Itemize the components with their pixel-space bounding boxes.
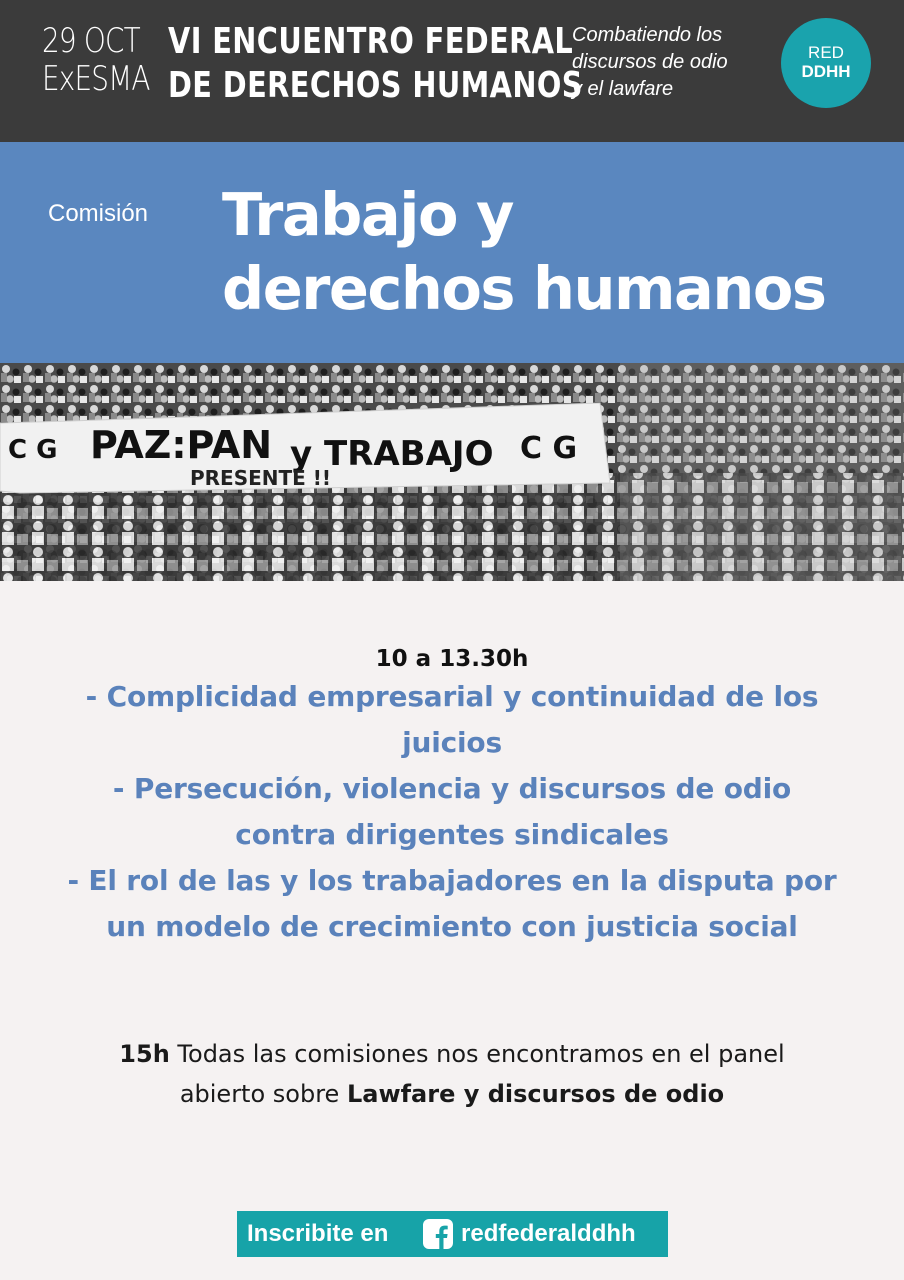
svg-text:y TRABAJO: y TRABAJO [290,434,494,474]
logo-line1: RED [808,43,844,62]
panel-info [0,1034,904,1114]
red-ddhh-logo [781,18,871,108]
logo-line2: DDHH [801,62,851,81]
facebook-icon [423,1219,453,1249]
event-tagline [572,22,728,103]
tagline-line2: discursos de odio [572,51,728,73]
signup-handle: redfederalddhh [461,1220,636,1247]
topic-line: juicios [402,726,502,759]
svg-text:PAZ:PAN: PAZ:PAN [90,423,273,467]
topic-line: - Persecución, violencia y discursos de odio [112,772,792,805]
signup-label: Inscribite en [247,1220,389,1247]
commission-title-line2: derechos humanos [222,254,826,323]
event-date [42,22,150,98]
topic-line: - El rol de las y los trabajadores en la disputa por [67,864,837,897]
event-title-line1: VI ENCUENTRO FEDERAL [168,21,574,62]
date-line: 29 OCT [42,21,140,61]
panel-text: Todas las comisiones nos encontramos en el panel [177,1040,785,1068]
event-title [168,20,583,108]
topic-line: un modelo de crecimiento con justicia social [106,910,798,943]
commission-title-line1: Trabajo y [222,180,513,249]
protest-photo-image [0,363,904,581]
tagline-line3: y el lawfare [572,78,674,100]
signup-link[interactable] [237,1211,668,1257]
event-title-line2: DE DERECHOS HUMANOS [168,65,583,106]
topic-line: contra dirigentes sindicales [235,818,669,851]
svg-text:C G: C G [520,431,578,466]
event-header [0,0,904,142]
commission-title [222,178,825,326]
commission-band [0,142,904,363]
svg-text:C G: C G [8,435,58,465]
commission-label: Comisión [48,200,149,227]
panel-topic: Lawfare y discursos de odio [346,1080,725,1108]
tagline-line1: Combatiendo los [572,24,723,46]
schedule-time: 10 a 13.30h [375,646,529,672]
panel-text2: abierto sobre [179,1080,340,1108]
panel-line1 [0,1034,904,1074]
panel-line2 [0,1074,904,1114]
protest-photo [0,363,904,581]
venue-line: ExESMA [42,59,150,99]
topic-line: - Complicidad empresarial y continuidad de los [85,680,819,713]
schedule-block [0,644,904,950]
panel-time: 15h [119,1040,170,1068]
svg-text:PRESENTE !!: PRESENTE !! [190,466,332,490]
